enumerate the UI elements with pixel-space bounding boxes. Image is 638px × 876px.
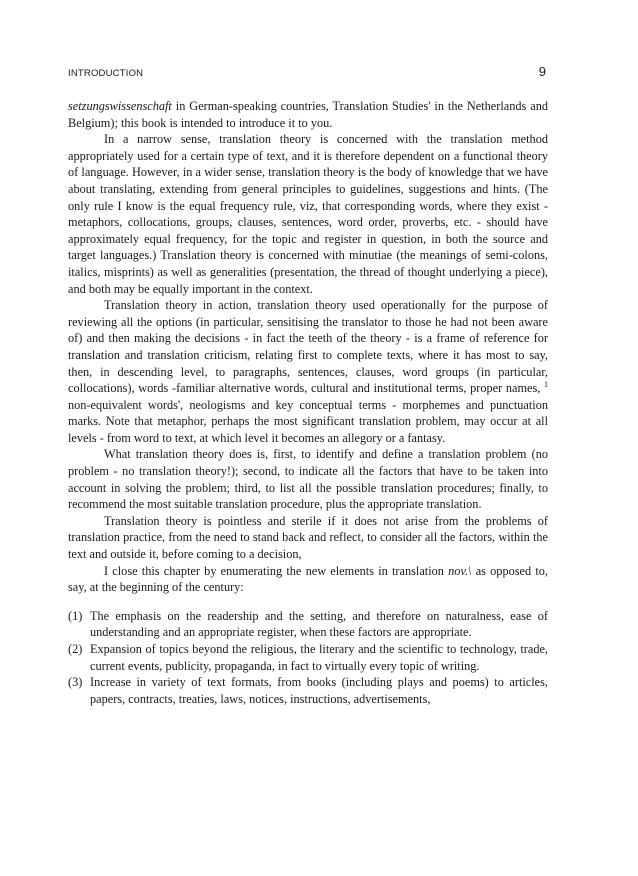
running-header xyxy=(68,64,548,84)
paragraph-3-text-b: non-equivalent words', neologisms and key conceptual terms - morphemes and punctuation marks. Note that metaphor, perhaps the most significant translation problem, may occur at all levels - from word to text, at which level it becomes an allegory or a fantasy. xyxy=(68,397,548,445)
paragraph-6 xyxy=(68,563,548,596)
paragraph-3 xyxy=(68,297,548,446)
paragraph-6-text-a: I close this chapter by enumerating the new elements in translation xyxy=(104,563,449,578)
list-item xyxy=(68,641,548,674)
list-item xyxy=(68,608,548,641)
paragraph-4: What translation theory does is, first, to identify and define a translation problem (no problem - no translation theory!); second, to indicate all the factors that have to be taken into account in solving the problem; third, to list all the possible translation procedures; finally, to recommend the most suitable translation procedure, plus the appropriate translation. xyxy=(68,447,548,512)
italic-term: setzungswissenschaft xyxy=(68,99,172,113)
document-page xyxy=(68,64,548,707)
paragraph-2: In a narrow sense, translation theory is concerned with the translation method appropriately used for a certain type of text, and it is therefore dependent on a functional theory of language. However, in a wider sense, translation theory is the body of knowledge that we have about translating, extending from general principles to guidelines, suggestions and hints. (The only rule I know is the equal frequency rule, viz, that corresponding words, where they exist - metaphors, collocations, groups, clauses, sentences, word order, proverbs, etc. - should have approximately equal frequency, for the topic and register in question, in both the source and target languages.) Translation theory is concerned with minutiae (the meanings of semi-colons, italics, misprints) as well as generalities (presentation, the thread of thought underlying a piece), and both may be equally important in the context. xyxy=(68,132,548,296)
paragraph-5: Translation theory is pointless and sterile if it does not arise from the problems of translation practice, from the need to stand back and reflect, to consider all the factors, within the text and outside it, before coming to a decision, xyxy=(68,513,548,562)
list-item-text: Expansion of topics beyond the religious, the literary and the scientific to technology, trade, current events, publicity, propaganda, in fact to virtually every topic of writing. xyxy=(90,642,548,673)
italic-term: nov.\ xyxy=(448,563,472,578)
list-item-number: (3) xyxy=(68,675,83,690)
list-item-text: Increase in variety of text formats, from books (including plays and poems) to articles, papers, contracts, treaties, laws, notices, instructions, advertisements, xyxy=(90,675,548,706)
list-item-text: The emphasis on the readership and the setting, and therefore on naturalness, ease of understanding and an appropriate register, when these factors are appropriate. xyxy=(90,608,548,640)
section-title: INTRODUCTION xyxy=(68,68,144,79)
footnote-marker: 1 xyxy=(544,380,548,389)
new-elements-list xyxy=(68,608,548,708)
list-item-number: (2) xyxy=(68,642,83,656)
paragraph-1 xyxy=(68,98,548,131)
page-number: 9 xyxy=(538,64,546,79)
list-item-number: (1) xyxy=(68,608,83,623)
paragraph-3-text-a: Translation theory in action, translation theory used operationally for the purpose of reviewing all the options (in particular, sensitising the translator to those he had not been aware of) and then making the decisions - in fact the teeth of the theory - is a frame of reference for translation and translation criticism, relating first to complete texts, where it has most to say, then, in descending level, to paragraphs, sentences, clauses, word groups (in particular, collocations), words -familiar alternative words, cultural and institutional terms, proper names, xyxy=(68,298,548,396)
paragraph-6-text-b: as opposed to, say, at the beginning of the century: xyxy=(68,563,549,595)
list-item xyxy=(68,674,548,707)
paragraph-1-text: in German-speaking countries, Translation Studies' in the Netherlands and Belgium); this book is intended to introduce it to you. xyxy=(68,99,548,130)
